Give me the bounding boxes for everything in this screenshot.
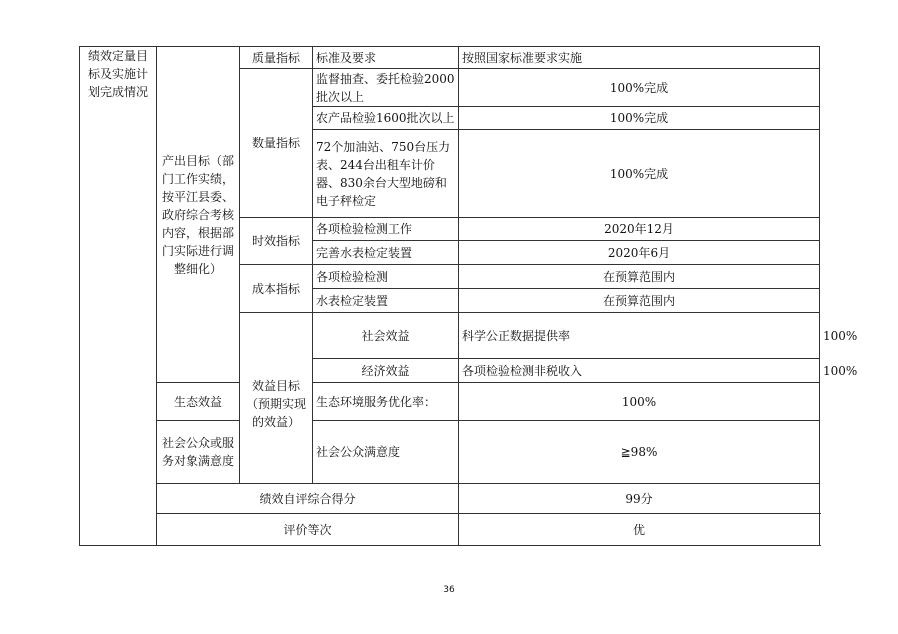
result-cell xyxy=(459,265,820,289)
result-text: 2020年6月 xyxy=(607,245,671,260)
score-value: 99分 xyxy=(625,491,653,506)
section-label: 绩效定量目标及实施计划完成情况 xyxy=(87,49,148,99)
table-row xyxy=(80,47,820,69)
standard-cell xyxy=(313,130,459,218)
result-text: 100% xyxy=(823,328,858,343)
table-row xyxy=(80,514,820,546)
standard-text: 标准及要求 xyxy=(316,50,377,65)
result-cell xyxy=(459,107,820,130)
result-cell xyxy=(459,218,820,241)
standard-text: 农产品检验1600批次以上 xyxy=(316,111,455,125)
table-row xyxy=(80,421,820,484)
indicator-cell xyxy=(157,383,240,421)
score-value-cell xyxy=(459,484,820,514)
standard-text: 监督抽查、委托检验2000批次以上 xyxy=(316,71,455,104)
benefit-target-cell xyxy=(240,313,313,484)
table-row xyxy=(80,484,820,514)
result-text: 在预算范围内 xyxy=(602,293,675,308)
standard-cell xyxy=(313,383,459,421)
score-label: 绩效自评综合得分 xyxy=(259,491,356,506)
standard-text: 各项检验检测工作 xyxy=(316,222,413,236)
standard-cell xyxy=(313,218,459,241)
result-text: 100%完成 xyxy=(609,111,669,125)
page-number: 36 xyxy=(443,585,455,595)
result-text: 100% xyxy=(823,363,858,378)
output-target-cell xyxy=(157,47,240,383)
result-text: ≧98% xyxy=(620,445,658,459)
result-cell xyxy=(459,130,820,218)
standard-cell xyxy=(313,47,459,69)
result-text: 在预算范围内 xyxy=(602,269,675,284)
standard-text: 社会公众满意度 xyxy=(316,445,401,459)
performance-evaluation-table xyxy=(79,46,858,546)
timeliness-indicator-cell xyxy=(240,218,313,265)
result-cell xyxy=(459,69,820,107)
timeliness-indicator-label: 时效指标 xyxy=(251,234,300,248)
grade-label-cell xyxy=(157,514,459,546)
indicator-text: 社会效益 xyxy=(361,328,410,343)
quantity-indicator-cell xyxy=(240,69,313,218)
quality-indicator-cell xyxy=(240,47,313,69)
result-cell xyxy=(459,289,820,313)
indicator-text: 生态效益 xyxy=(173,394,222,409)
indicator-cell xyxy=(313,359,459,383)
cost-indicator-cell xyxy=(240,265,313,313)
grade-label: 评价等次 xyxy=(283,522,332,537)
indicator-text: 经济效益 xyxy=(361,363,410,378)
result-text: 100%完成 xyxy=(609,166,669,181)
standard-text: 各项检验检测 xyxy=(316,269,389,284)
indicator-text: 社会公众或服务对象满意度 xyxy=(161,436,234,468)
standard-cell xyxy=(459,359,820,383)
standard-cell xyxy=(313,241,459,265)
result-text: 按照国家标准要求实施 xyxy=(462,50,583,65)
indicator-cell xyxy=(157,421,240,484)
benefit-target-label: 效益目标（预期实现的效益） xyxy=(245,379,306,429)
standard-text: 72个加油站、750台压力表、244台出租车计价器、830余台大型地磅和电子秤检定 xyxy=(316,139,451,208)
table-row xyxy=(80,383,820,421)
score-label-cell xyxy=(157,484,459,514)
indicator-cell xyxy=(313,313,459,359)
standard-text: 水表检定装置 xyxy=(316,293,389,308)
standard-text: 生态环境服务优化率： xyxy=(316,394,437,409)
standard-cell xyxy=(313,289,459,313)
standard-cell xyxy=(459,313,820,359)
quality-indicator-label: 质量指标 xyxy=(251,50,300,65)
grade-value: 优 xyxy=(632,522,645,537)
grade-value-cell xyxy=(459,514,820,546)
standard-cell xyxy=(313,265,459,289)
standard-text: 完善水表检定装置 xyxy=(316,245,413,260)
result-text: 2020年12月 xyxy=(604,222,674,236)
standard-cell xyxy=(313,107,459,130)
output-target-label: 产出目标（部门工作实绩，按平江县委、政府综合考核内容，根据部门实际进行调整细化） xyxy=(161,153,234,276)
result-cell xyxy=(459,421,820,484)
standard-text: 各项检验检测非税收入 xyxy=(462,363,583,378)
cost-indicator-label: 成本指标 xyxy=(251,281,300,296)
result-text: 100% xyxy=(621,394,657,409)
standard-text: 科学公正数据提供率 xyxy=(462,328,571,343)
standard-cell xyxy=(313,69,459,107)
result-text: 100%完成 xyxy=(609,80,669,95)
standard-cell xyxy=(313,421,459,484)
result-cell xyxy=(459,383,820,421)
result-cell xyxy=(459,241,820,265)
quantity-indicator-label: 数量指标 xyxy=(251,136,300,150)
section-label-cell xyxy=(80,47,157,546)
result-cell xyxy=(459,47,820,69)
